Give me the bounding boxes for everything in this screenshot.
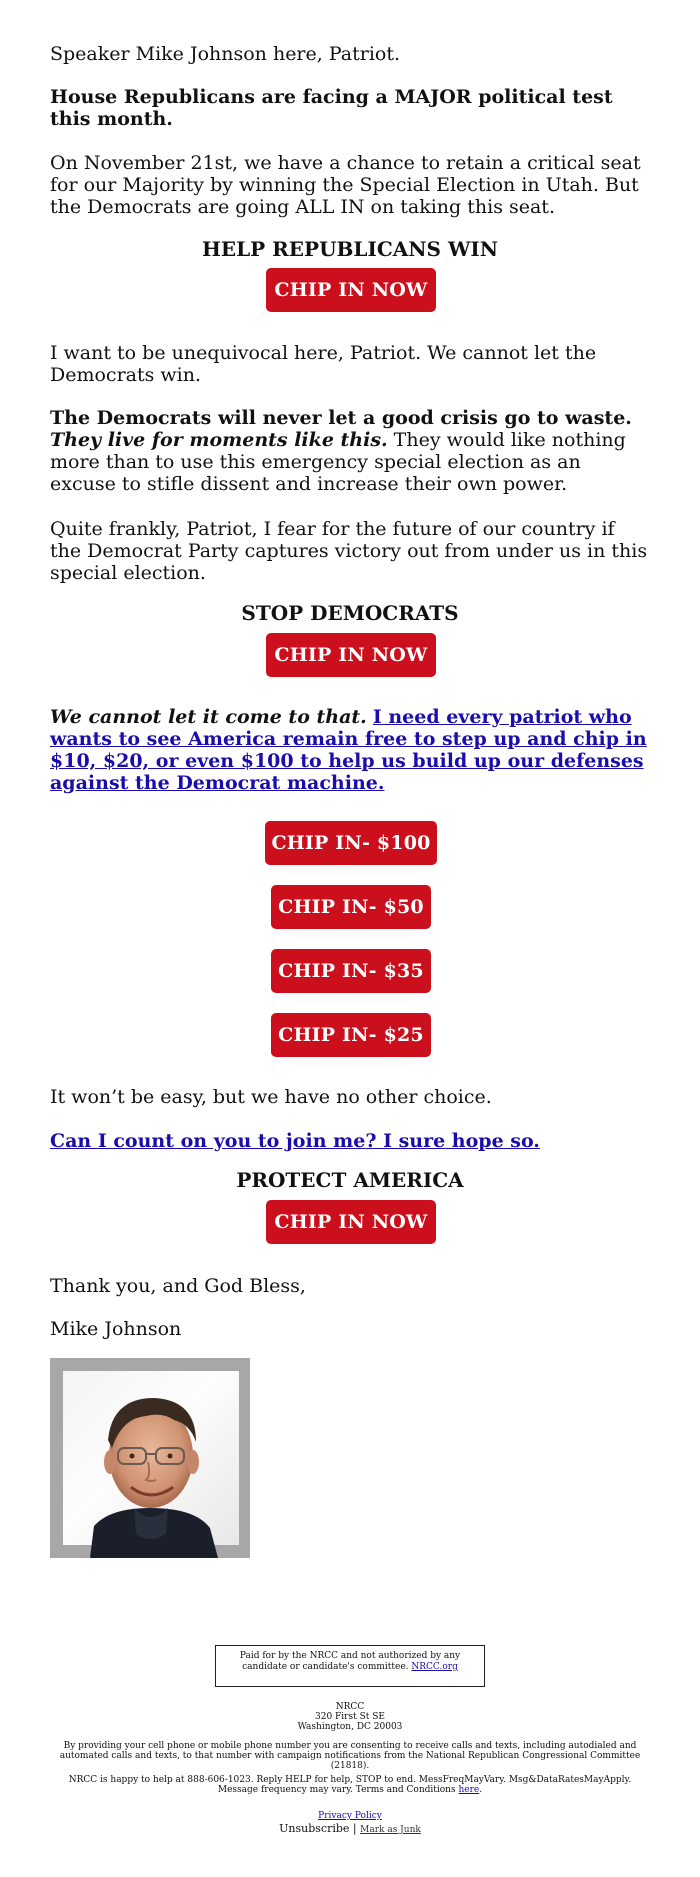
address-line-2: Washington, DC 20003: [297, 1722, 403, 1732]
count-on-you-paragraph: [50, 1130, 650, 1152]
election-paragraph: On November 21st, we have a chance to retain a critical seat for our Majority by winning the Special Election in Utah. But the Democrats are going ALL IN on taking this seat.: [50, 152, 641, 218]
headline-text: House Republicans are facing a MAJOR political test this month.: [50, 86, 613, 130]
separator: |: [352, 1822, 357, 1835]
paid-for-text: Paid for by the NRCC and not authorized by any candidate or candidate's committee.: [239, 1651, 461, 1672]
chip-in-100-button[interactable]: CHIP IN- $100: [265, 821, 437, 865]
no-choice-paragraph: It won’t be easy, but we have no other choice.: [50, 1086, 492, 1108]
signoff-text: Thank you, and God Bless,: [50, 1275, 306, 1297]
paid-for-disclaimer-box: [215, 1645, 485, 1687]
cannot-italic-text: We cannot let it come to that.: [50, 706, 367, 728]
count-on-you-link[interactable]: Can I count on you to join me? I sure hope so.: [50, 1130, 540, 1152]
privacy-policy-link[interactable]: Privacy Policy: [318, 1811, 382, 1821]
unsubscribe-link[interactable]: Unsubscribe: [279, 1822, 350, 1835]
mike-johnson-portrait: [50, 1358, 250, 1558]
mark-as-junk-link[interactable]: Mark as Junk: [360, 1825, 421, 1835]
signature-text: Mike Johnson: [50, 1318, 182, 1340]
chip-in-now-button[interactable]: CHIP IN NOW: [266, 268, 436, 312]
chip-in-50-button[interactable]: CHIP IN- $50: [271, 885, 431, 929]
crisis-bold-text: The Democrats will never let a good crisis go to waste.: [50, 407, 632, 429]
section-heading-protect-america: PROTECT AMERICA: [236, 1168, 464, 1192]
section-heading-help-republicans: HELP REPUBLICANS WIN: [201, 237, 499, 261]
chip-in-now-button[interactable]: CHIP IN NOW: [266, 633, 436, 677]
crisis-paragraph: [50, 407, 650, 495]
nrcc-org-link[interactable]: NRCC.org: [411, 1662, 458, 1672]
address-line-1: 320 First St SE: [315, 1712, 385, 1722]
help-text-body: NRCC is happy to help at 888-606-1023. Reply HELP for help, STOP to end. MessFreqMayVary. Msg&DataRatesMayApply. Message frequency may vary. Terms and Conditions: [68, 1775, 632, 1795]
consent-text: By providing your cell phone or mobile phone number you are consenting to receive calls and texts, including autodialed and automated calls and texts, to that number with campaign notifications from the National Republican Congressional Committee (21818).: [59, 1741, 641, 1771]
portrait-illustration: [50, 1358, 250, 1558]
crisis-italic-text: They live for moments like this.: [50, 429, 388, 451]
fear-paragraph: Quite frankly, Patriot, I fear for the future of our country if the Democrat Party captures victory out from under us in this special election.: [50, 518, 648, 584]
chip-in-appeal-link[interactable]: I need every patriot who wants to see America remain free to step up and chip in $10, $20, or even $100 to help us build up our defenses against the Democrat machine.: [50, 706, 647, 794]
cannot-paragraph: [50, 706, 650, 794]
chip-in-now-button[interactable]: CHIP IN NOW: [266, 1200, 436, 1244]
unequivocal-paragraph: I want to be unequivocal here, Patriot. We cannot let the Democrats win.: [50, 342, 597, 386]
privacy-row: [50, 1811, 650, 1821]
chip-in-25-button[interactable]: CHIP IN- $25: [271, 1013, 431, 1057]
terms-link[interactable]: here: [458, 1785, 480, 1795]
help-text: NRCC is happy to help at 888-606-1023. Reply HELP for help, STOP to end. MessFreqMayVary. Msg&DataRatesMayApply. Message frequency may vary. Terms and Conditions here.: [68, 1775, 632, 1795]
org-name: NRCC: [335, 1702, 365, 1712]
unsubscribe-row: [50, 1822, 650, 1837]
chip-in-35-button[interactable]: CHIP IN- $35: [271, 949, 431, 993]
crisis-rest-text: They would like nothing more than to use this emergency special election as an excuse to stifle dissent and increase their own power.: [50, 429, 626, 495]
greeting-text: Speaker Mike Johnson here, Patriot.: [50, 43, 401, 65]
section-heading-stop-democrats: STOP DEMOCRATS: [241, 601, 459, 625]
